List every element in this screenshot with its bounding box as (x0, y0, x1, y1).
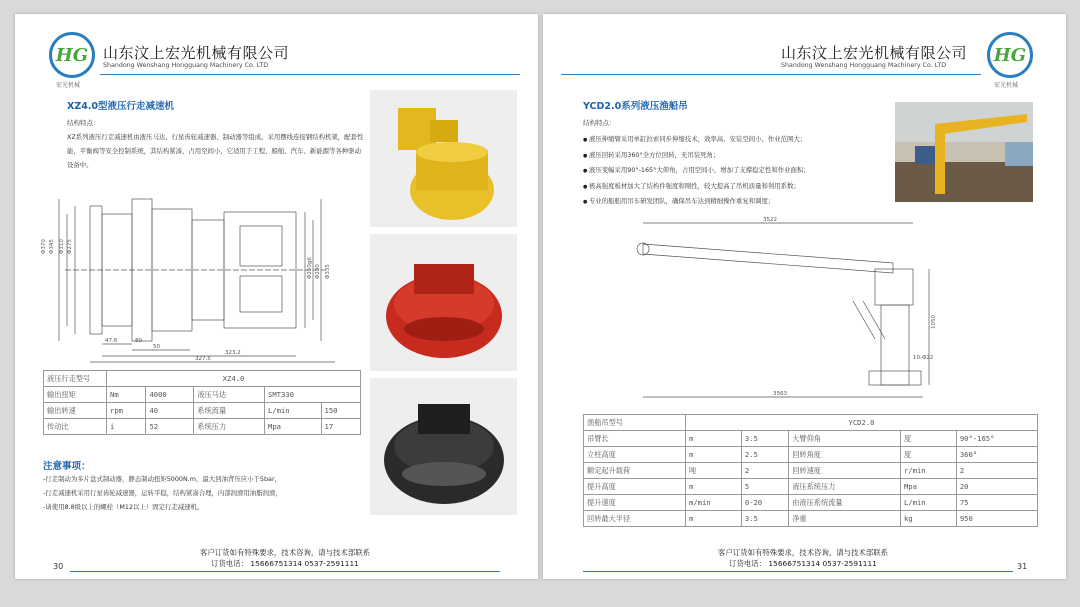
logo-sub-text: 宏光机械 (994, 82, 1019, 89)
table-cell: 90°-165° (956, 431, 1037, 447)
table-cell: 由液压系统流量 (789, 495, 901, 511)
product-photo-yellow (370, 90, 517, 227)
table-cell: 回转速度 (789, 463, 901, 479)
table-cell: 0-20 (741, 495, 788, 511)
dim-label: 3522 (763, 217, 777, 223)
page-number: 31 (1017, 562, 1028, 571)
table-cell: 立柱高度 (584, 447, 686, 463)
table-cell: 大臂仰角 (789, 431, 901, 447)
table-cell: 17 (321, 419, 360, 435)
table-row (584, 495, 1038, 511)
table-cell: rpm (107, 403, 146, 419)
crane-photo (895, 102, 1033, 202)
table-cell: L/min (900, 495, 956, 511)
table-cell: SMT330 (265, 387, 361, 403)
section-title: YCD2.0系列液压渔船吊 (583, 101, 688, 112)
table-cell: 2 (956, 463, 1037, 479)
list-item: ● 液压回转采用360°全方位回转，无吊装死角； (583, 148, 810, 164)
table-cell: 度 (900, 431, 956, 447)
company-name-en: Shandong Wenshang Hongguang Machinery Co. LTD (781, 62, 947, 69)
list-item: ● 液压伸缩臂采用单缸拉索同步伸缩技术，效率高、安装空间小、作业范围大； (583, 132, 810, 148)
table-cell: 40 (146, 403, 194, 419)
feature-label: 结构特点： (67, 119, 100, 127)
crane-drawing (613, 209, 953, 409)
table-cell: 液压系统压力 (789, 479, 901, 495)
table-cell: 2 (741, 463, 788, 479)
table-cell: m (686, 431, 742, 447)
table-row (44, 387, 361, 403)
spec-table (583, 414, 1038, 527)
table-cell: m/min (686, 495, 742, 511)
table-cell: 75 (956, 495, 1037, 511)
dim-label: 50 (153, 344, 160, 350)
table-cell: 回转最大半径 (584, 511, 686, 527)
notes-title: 注意事项： (43, 461, 91, 472)
dim-label: 327.5 (195, 356, 211, 362)
table-cell: L/min (265, 403, 322, 419)
table-cell: 额定起升载荷 (584, 463, 686, 479)
footer-rule (70, 571, 500, 572)
company-name-en: Shandong Wenshang Hongguang Machinery Co. LTD (103, 62, 269, 69)
black-reducer-image (370, 378, 517, 515)
table-row (584, 463, 1038, 479)
table-row (584, 415, 1038, 431)
table-cell: 系统流量 (194, 403, 265, 419)
table-cell: 20 (956, 479, 1037, 495)
table-row (584, 479, 1038, 495)
table-cell: 5 (741, 479, 788, 495)
dim-label: Φ275 (67, 239, 73, 254)
table-row (584, 511, 1038, 527)
company-logo (49, 32, 95, 78)
table-cell: 渔船吊型号 (584, 415, 686, 431)
company-logo (987, 32, 1033, 78)
dim-label: Φ345 (49, 239, 55, 254)
table-cell: 传动比 (44, 419, 107, 435)
page-number: 30 (53, 562, 64, 571)
dim-label: Φ335 (325, 264, 331, 279)
table-cell: 150 (321, 403, 360, 419)
table-row (584, 431, 1038, 447)
dim-label: 10-Φ22 (913, 355, 934, 361)
table-cell: XZ4.0 (107, 371, 361, 387)
crane-image (895, 102, 1033, 202)
footer-phone: 订货电话： 15666751314 0537-2591111 (211, 559, 359, 568)
table-row (584, 447, 1038, 463)
company-name-cn: 山东汶上宏光机械有限公司 (103, 44, 290, 62)
list-item: ● 液压变幅采用90°-165°大仰角，占用空间小，增加了支撑稳定性和作业面积； (583, 163, 810, 179)
table-cell: kg (900, 511, 956, 527)
table-cell: 输出扭矩 (44, 387, 107, 403)
table-cell: 输出转速 (44, 403, 107, 419)
dim-label: 80 (135, 338, 142, 344)
dim-label: 323.2 (225, 350, 241, 356)
product-photo-red (370, 234, 517, 371)
table-cell: Mpa (900, 479, 956, 495)
dim-label: Φ370 (41, 239, 47, 254)
table-cell: 360° (956, 447, 1037, 463)
table-row (44, 403, 361, 419)
dim-label: 3563 (773, 391, 787, 397)
feature-list (583, 132, 810, 210)
header-rule (561, 74, 981, 75)
yellow-reducer-image (370, 90, 517, 227)
table-cell: YCD2.0 (686, 415, 1038, 431)
dim-label: 47.6 (105, 338, 118, 344)
table-cell: 提升速度 (584, 495, 686, 511)
feature-label: 结构特点： (583, 119, 616, 127)
spec-table (43, 370, 361, 435)
table-cell: 吊臂长 (584, 431, 686, 447)
logo-sub-text: 宏光机械 (56, 82, 81, 89)
section-title: XZ4.0型液压行走减速机 (67, 101, 175, 112)
table-cell: Nm (107, 387, 146, 403)
table-cell: 4000 (146, 387, 194, 403)
list-item: ● 极高强度板材加大了结构件强度和刚性，较大提高了吊机质量和利用系数； (583, 179, 810, 195)
footer-line-1: 客户订货如有特殊要求，技术咨询，请与技术部联系 (200, 548, 370, 557)
note-item: -行走制动为多片盘式制动器，静态制动扭矩5000N.m，最大回油背压应小于5bar， (43, 475, 281, 483)
header-rule (100, 74, 520, 75)
dim-label: Φ310 (59, 239, 65, 254)
table-cell: 950 (956, 511, 1037, 527)
note-item: -行走减速机采用行星齿轮减速器，运转平稳，结构紧凑合理，内部润滑用油脂润滑， (43, 489, 282, 497)
logo-text: HG (55, 44, 89, 66)
company-name-cn: 山东汶上宏光机械有限公司 (781, 44, 968, 62)
list-item: ● 专业的船舶用吊车研发团队，确保吊车达到精细操作重复和调度； (583, 194, 810, 210)
table-cell: i (107, 419, 146, 435)
footer-rule (583, 571, 1013, 572)
table-cell: 52 (146, 419, 194, 435)
table-row (44, 419, 361, 435)
footer-phone: 订货电话： 15666751314 0537-2591111 (729, 559, 877, 568)
table-cell: 系统压力 (194, 419, 265, 435)
table-cell: 3.5 (741, 511, 788, 527)
footer-contact (683, 547, 923, 569)
table-cell: m (686, 447, 742, 463)
table-cell: 3.5 (741, 431, 788, 447)
footer-contact (165, 547, 405, 569)
note-item: -请使用8.8级以上的螺栓（M12以上）固定行走减速机。 (43, 503, 204, 511)
reducer-drawing (35, 184, 365, 364)
left-page (15, 14, 538, 579)
description: XZ系列液压行走减速机由液压马达、行星齿轮减速器、制动器等组成。采用摆线连接钢结构机架，配套性能，平衡阀等安全控制系统，其结构紧凑、占用空间小，它适用于工程、船舶、汽车、新能源等各种驱动设备中。 (67, 133, 364, 169)
table-cell: Mpa (265, 419, 322, 435)
table-cell: 液压行走型号 (44, 371, 107, 387)
logo-text: HG (993, 44, 1027, 66)
table-cell: 吨 (686, 463, 742, 479)
dim-label: Φ230 (315, 264, 321, 279)
table-cell: 回转角度 (789, 447, 901, 463)
notes-list (43, 472, 373, 514)
table-cell: 提升高度 (584, 479, 686, 495)
footer-line-1: 客户订货如有特殊要求，技术咨询，请与技术部联系 (718, 548, 888, 557)
table-cell: 度 (900, 447, 956, 463)
product-photo-black (370, 378, 517, 515)
table-cell: 液压马达 (194, 387, 265, 403)
table-cell: r/min (900, 463, 956, 479)
table-cell: m (686, 479, 742, 495)
red-reducer-image (370, 234, 517, 371)
dim-label: 1050 (931, 315, 937, 329)
table-cell: m (686, 511, 742, 527)
table-row (44, 371, 361, 387)
right-page (543, 14, 1066, 579)
dim-label: Φ250g6 (307, 257, 313, 279)
table-cell: 净重 (789, 511, 901, 527)
table-cell: 2.5 (741, 447, 788, 463)
